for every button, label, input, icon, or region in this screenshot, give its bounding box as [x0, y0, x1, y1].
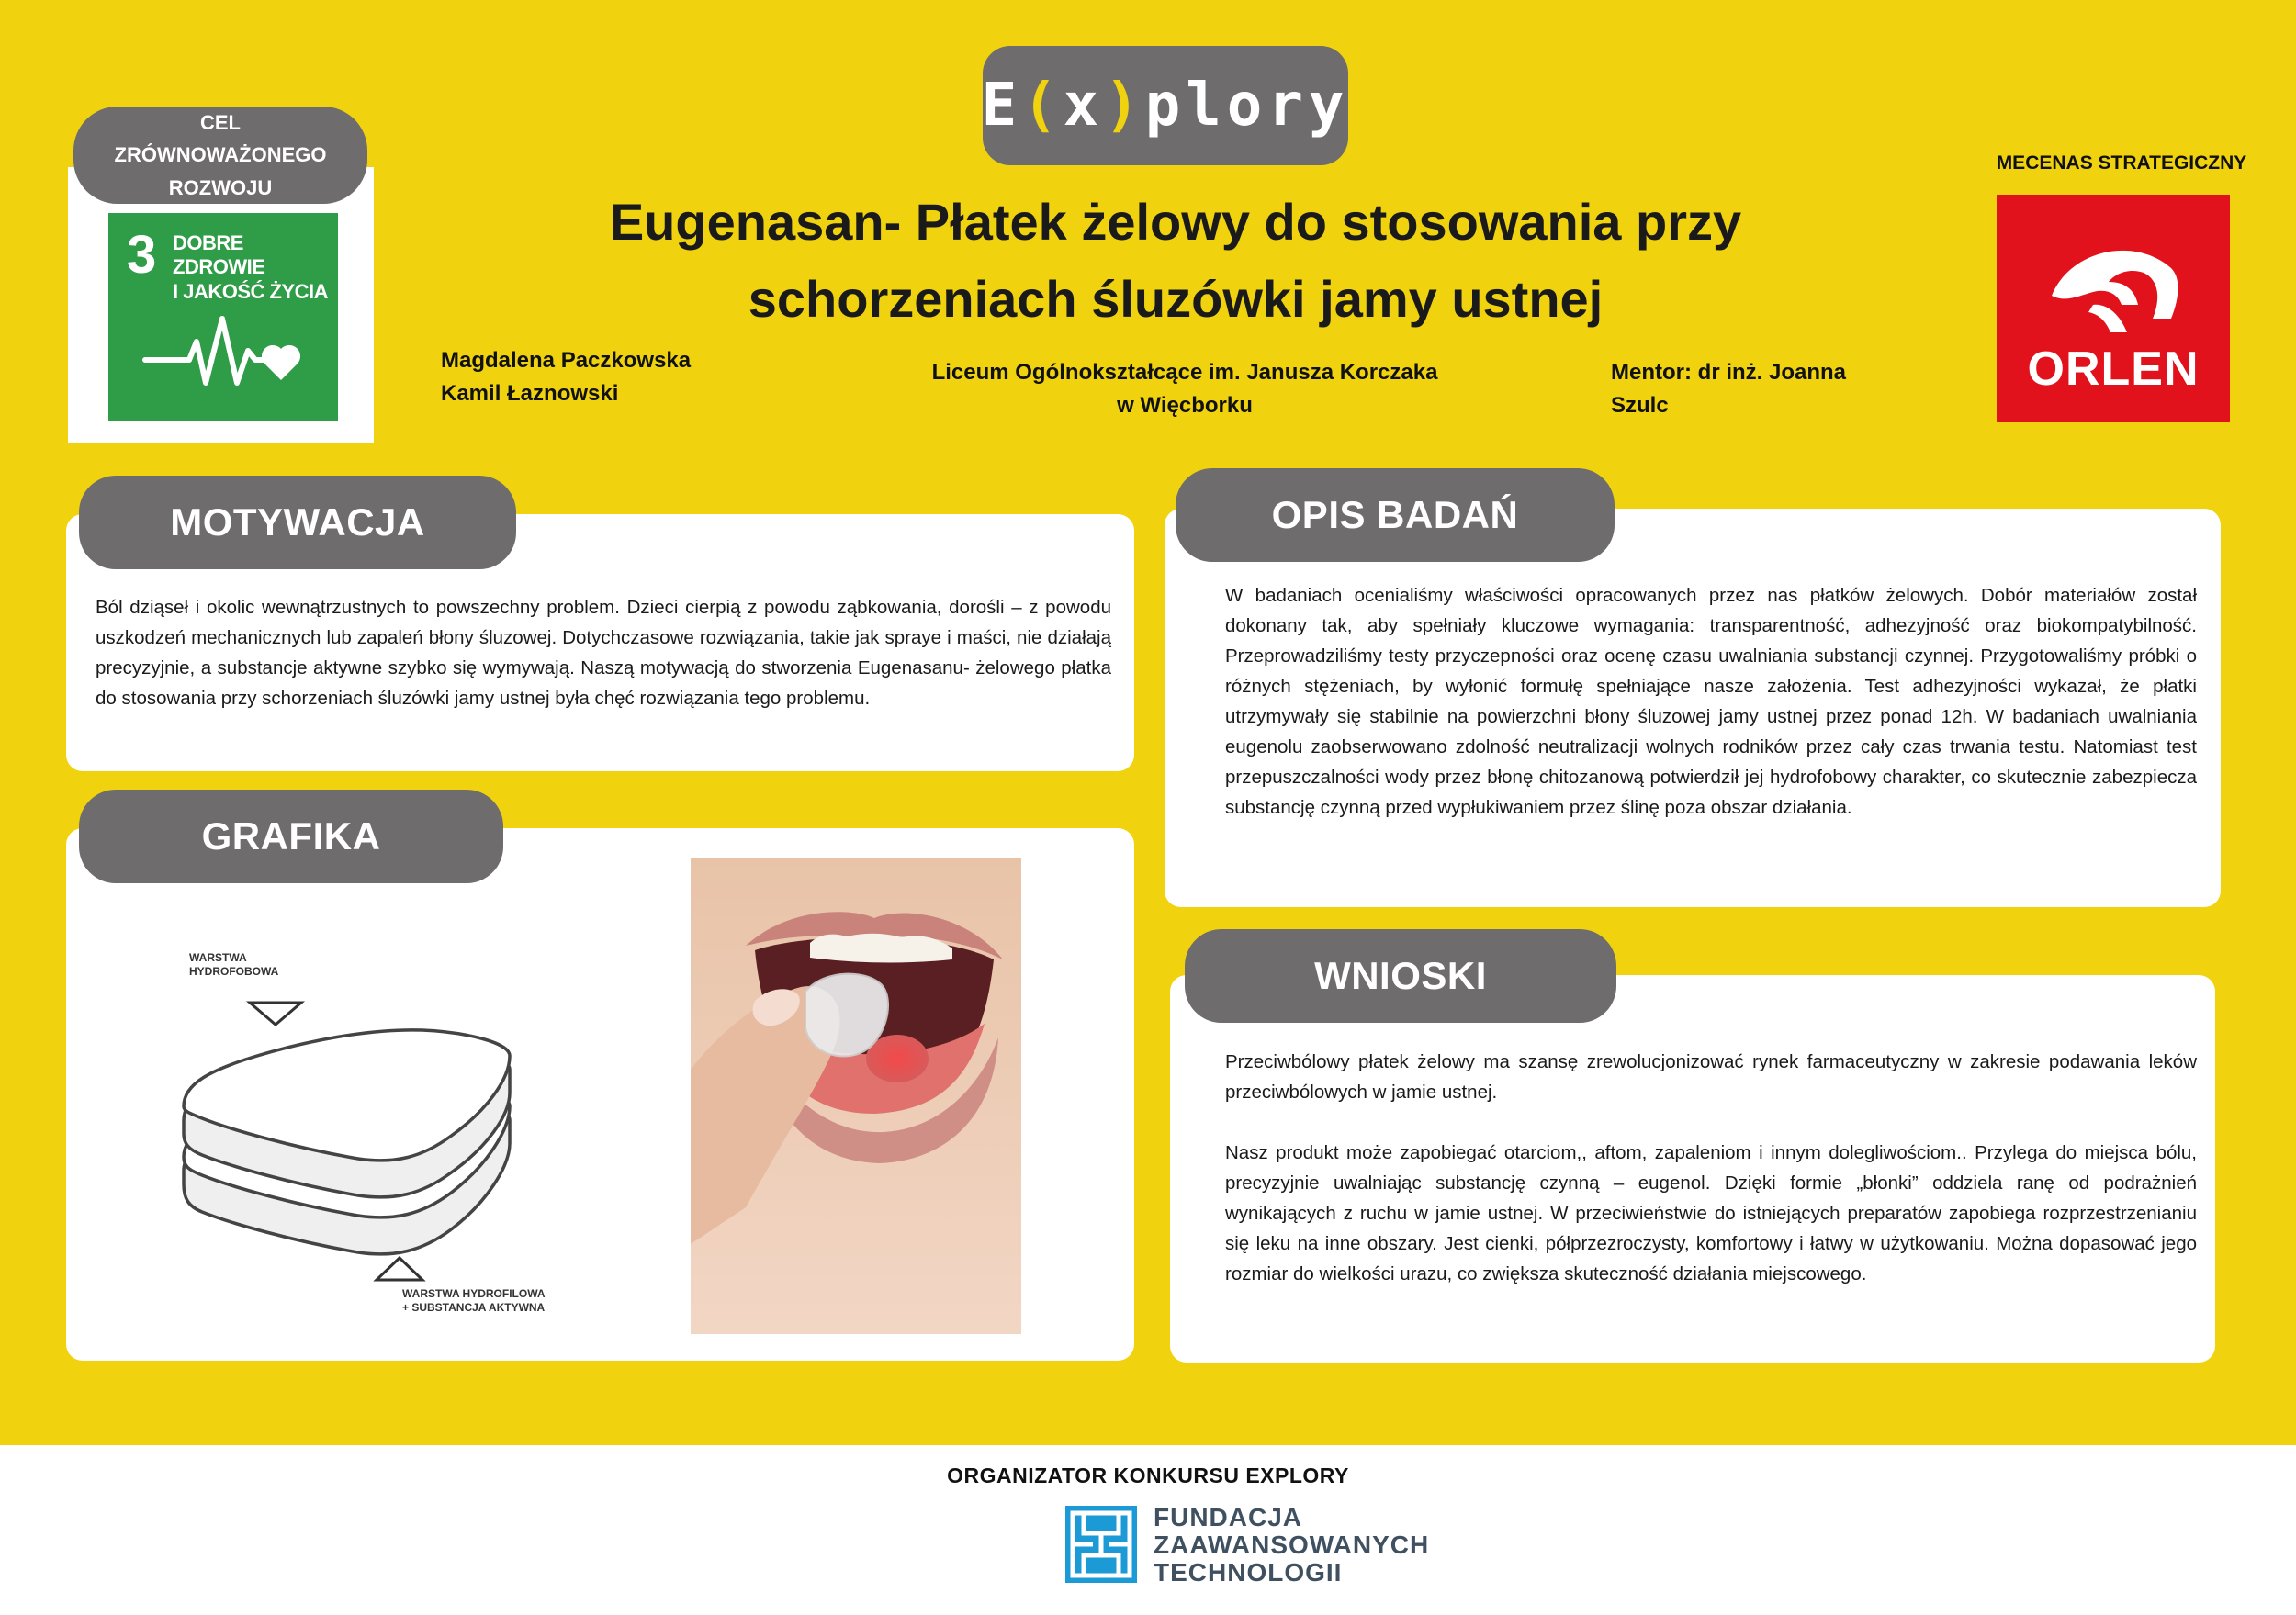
grafika-heading: GRAFIKA — [79, 790, 503, 883]
orlen-logo — [1997, 195, 2230, 422]
motywacja-text: Ból dziąseł i okolic wewnątrzustnych to powszechny problem. Dzieci cierpią z powodu ząbkowania, dorośli – z powodu uszkodzeń mechanicznych lub zapaleń błony śluzowej. Dotychczasowe rozwiązania, takie jak spraye i maści, nie działają precyzyjnie, a substancje aktywne szybko się wymywają. Naszą motywacją do stworzenia Eugenasanu- żelowego płatka do stosowania przy schorzeniach śluzówki jamy ustnej była chęć rozwiązania tego problemu. — [96, 597, 1111, 709]
fzt-maze-icon — [1065, 1506, 1137, 1583]
orlen-wordmark: ORLEN — [2027, 342, 2200, 396]
sponsor-label: MECENAS STRATEGICZNY — [1996, 152, 2247, 174]
sdg-number: 3 — [127, 225, 157, 285]
wnioski-heading: WNIOSKI — [1185, 929, 1616, 1023]
wnioski-paragraph: Przeciwbólowy płatek żelowy ma szansę zrewolucjonizować rynek farmaceutyczny w zakresie podawania leków przeciwbólowych w jamie ustnej. — [1225, 1051, 2197, 1103]
logo-letter: E — [981, 72, 1023, 140]
motywacja-heading: MOTYWACJA — [79, 476, 516, 569]
wnioski-text — [1225, 1047, 2197, 1289]
patch-layers-diagram — [147, 936, 542, 1331]
hydrophilic-layer-label: WARSTWA HYDROFILOWA + SUBSTANCJA AKTYWNA — [402, 1287, 546, 1314]
explory-logo — [983, 46, 1348, 165]
organizer-label: ORGANIZATOR KONKURSU EXPLORY — [947, 1464, 1349, 1487]
opis-text: W badaniach ocenialiśmy właściwości opracowanych przez nas płatków żelowych. Dobór materiałów został dokonany tak, aby spełniały kluczowe wymagania: transparentność, adhezyjność oraz biokompatybilność. Przeprowadziliśmy testy przyczepności oraz ocenę czasu uwalniania substancji czynnej. Przygotowaliśmy próbki o różnych stężeniach, by wyłonić formułę spełniające nasze założenia. Test adhezyjności wykazał, że płatki utrzymywały się stabilnie na powierzchni błony śluzowej jamy ustnej przez ponad 12h. W badaniach uwalniania eugenolu zaobserwowano zdolność neutralizacji wolnych rodników przez cały czas trwania testu. Natomiast test przepuszczalności wody przez błonę chitozanową potwierdził jej hydrofobowy charakter, co skutecznie zabezpiecza substancję czynną przed wypłukiwaniem przez ślinę poza obszar działania. — [1225, 585, 2197, 818]
author-name: Magdalena Paczkowska — [441, 348, 692, 373]
orlen-eagle-icon — [2043, 231, 2189, 351]
sdg-goal-3-tile — [108, 213, 338, 421]
wnioski-paragraph: Nasz produkt może zapobiegać otarciom,, aftom, zapaleniom i innym dolegliwościom.. Przylega do miejsca bólu, precyzyjnie uwalniając substancję czynną – eugenol. Dzięki formie „błonki” oddziela ranę od podrażnień wynikających z ruchu w jamie ustnej. W przeciwieństwie do istniejących preparatów zapobiega rozprzestrzenianiu się leku na inne obszary. Jest cienki, półprzezroczysty, komfortowy i łatwy w użytkowaniu. Można dopasować jego rozmiar do wielkości urazu, co zwiększa skuteczność działania miejscowego. — [1225, 1142, 2197, 1284]
school — [863, 356, 1506, 422]
author-name: Kamil Łaznowski — [441, 381, 619, 406]
poster-title: Eugenasan- Płatek żelowy do stosowania przy schorzeniach śluzówki jamy ustnej — [609, 193, 1742, 328]
sdg-header: CEL ZRÓWNOWAŻONEGO ROZWOJU — [73, 107, 367, 204]
mentor-line: Mentor: dr inż. Joanna — [1611, 360, 1847, 385]
fzt-name: FUNDACJA ZAAWANSOWANYCH TECHNOLOGII — [1154, 1503, 1430, 1587]
mentor-line: Szulc — [1611, 393, 1669, 418]
logo-letter: x — [1063, 72, 1105, 140]
logo-letters: plory — [1144, 72, 1350, 140]
logo-paren: ( — [1022, 72, 1064, 140]
authors — [441, 344, 808, 410]
school-name: Liceum Ogólnokształcące im. Janusza Korczaka — [931, 360, 1438, 385]
logo-paren: ) — [1104, 72, 1145, 140]
mentor — [1611, 356, 1923, 422]
hydrophobic-layer-label: WARSTWA HYDROFOBOWA — [189, 951, 279, 978]
school-town: w Więcborku — [1117, 393, 1253, 418]
heartbeat-heart-icon — [141, 296, 307, 397]
opis-heading: OPIS BADAŃ — [1176, 468, 1615, 562]
patch-application-photo — [691, 858, 1021, 1334]
sdg-goal-text: DOBRE ZDROWIE I JAKOŚĆ ŻYCIA — [173, 231, 329, 303]
